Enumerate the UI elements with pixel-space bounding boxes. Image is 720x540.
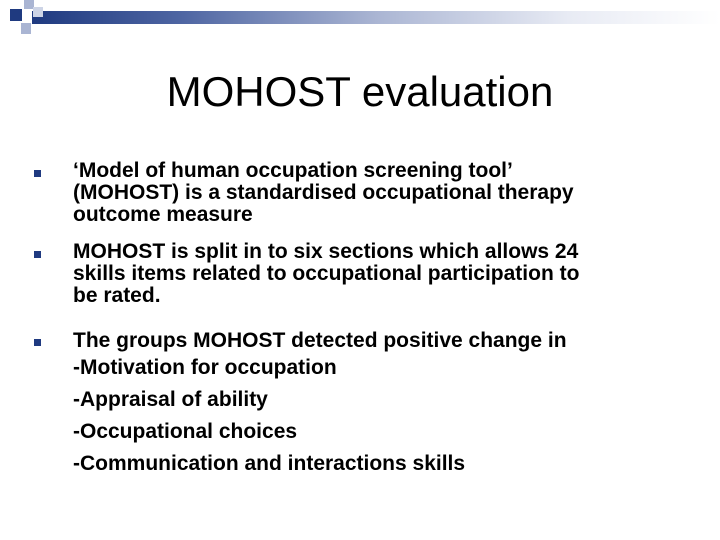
square-bullet-icon (34, 251, 41, 258)
change-areas-list (73, 352, 673, 480)
decorative-square (10, 9, 22, 21)
header-gradient-bar (32, 11, 720, 24)
square-bullet-icon (34, 170, 41, 177)
decorative-square (33, 7, 43, 17)
bullet-text: ‘Model of human occupation screening tool’ (MOHOST) is a standardised occupational therapy outcome measure (73, 159, 574, 226)
header-decoration (0, 0, 720, 40)
change-area-item: -Motivation for occupation (73, 356, 337, 379)
bullet-text: The groups MOHOST detected positive change in (73, 329, 567, 352)
change-area-item: -Communication and interactions skills (73, 452, 466, 475)
change-area-item: -Occupational choices (73, 420, 298, 443)
decorative-square (21, 23, 31, 34)
bullet-text: MOHOST is split in to six sections which allows 24 skills items related to occupational participation to be rated. (73, 240, 580, 307)
slide-title: MOHOST evaluation (166, 68, 554, 115)
change-area-item: -Appraisal of ability (73, 388, 268, 411)
square-bullet-icon (34, 339, 41, 346)
